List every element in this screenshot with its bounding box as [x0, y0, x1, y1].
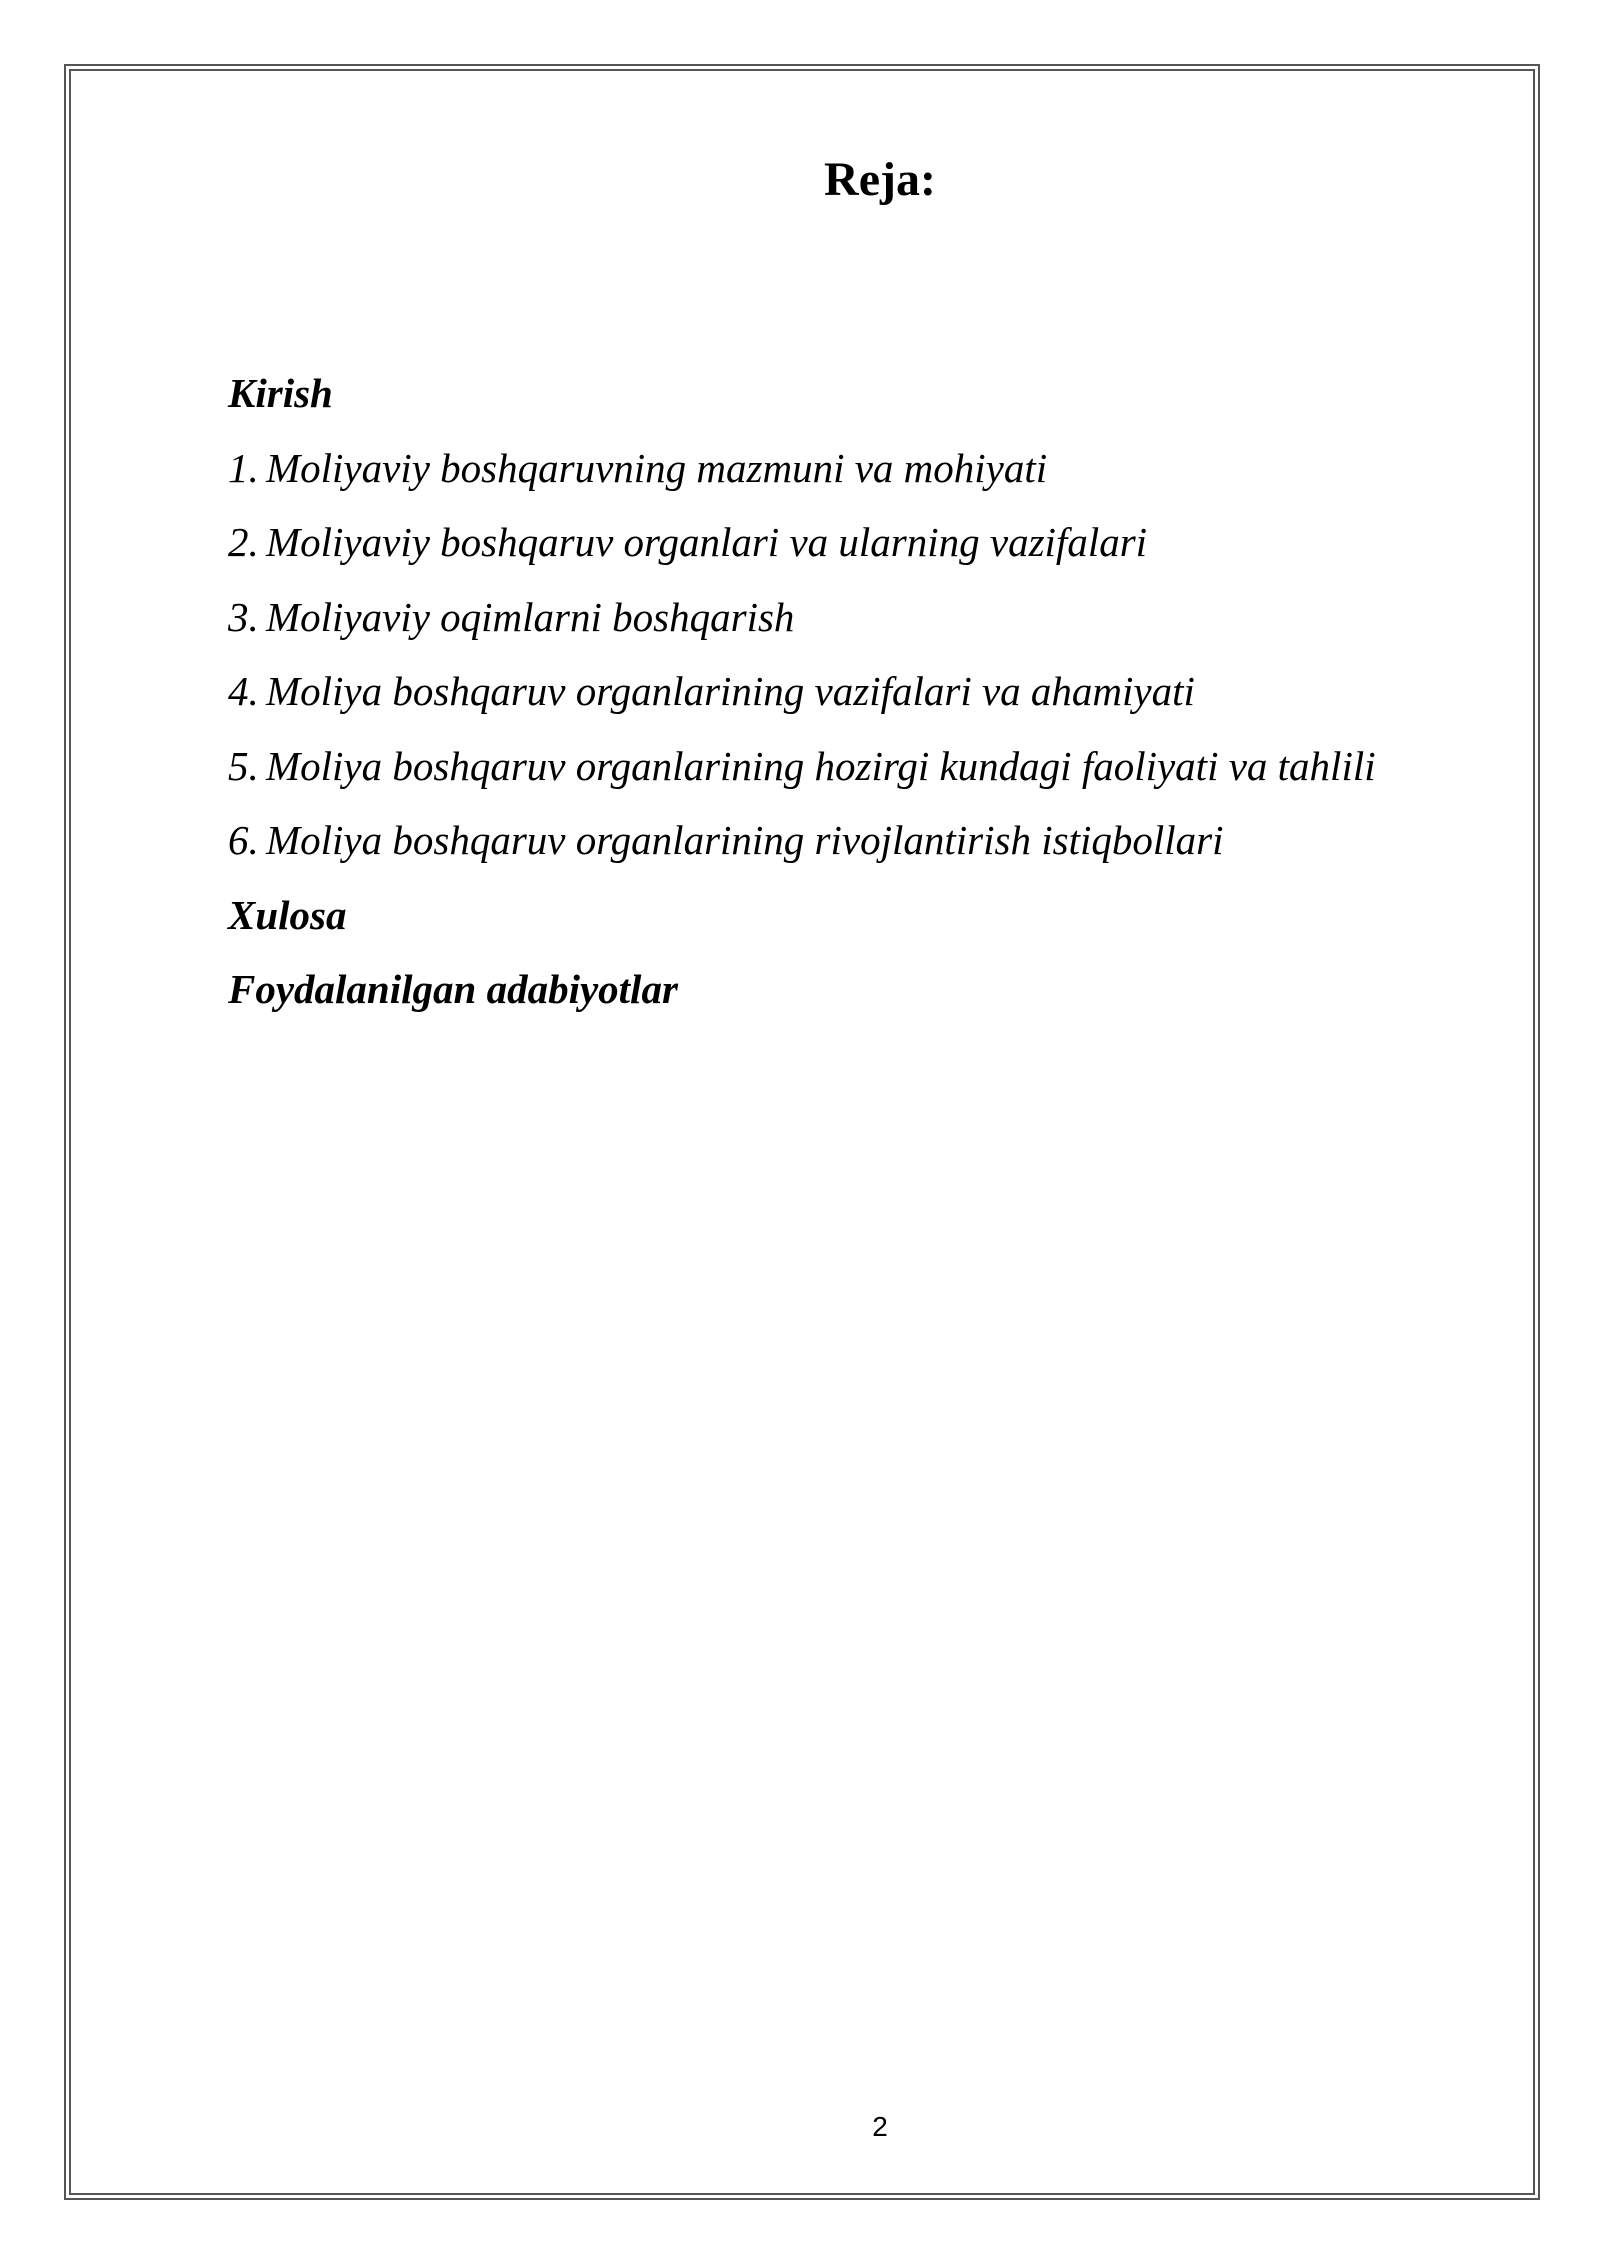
toc-item — [228, 735, 1488, 810]
toc-intro — [228, 362, 1488, 437]
table-of-contents — [228, 362, 1488, 1033]
toc-item — [228, 437, 1488, 512]
toc-item-text: Moliya boshqaruv organlarining vazifalari va ahamiyati — [266, 668, 1195, 714]
toc-references-label: Foydalanilgan adabiyotlar — [228, 966, 678, 1012]
toc-item-text: Moliyaviy boshqaruvning mazmuni va mohiyati — [266, 444, 1048, 491]
page-number: 2 — [872, 2111, 888, 2142]
toc-item-number: 5. — [228, 742, 259, 789]
toc-item — [228, 660, 1488, 735]
toc-item-text: Moliya boshqaruv organlarining hozirgi kundagi faoliyati va tahlili — [266, 742, 1376, 789]
toc-item-text: Moliya boshqaruv organlarining rivojlantirish istiqbollari — [266, 817, 1224, 863]
page-title: Reja: — [824, 153, 936, 206]
toc-item — [228, 511, 1488, 586]
toc-conclusion-label: Xulosa — [228, 891, 347, 938]
toc-item — [228, 809, 1488, 884]
toc-item — [228, 586, 1488, 661]
toc-item-number: 2. — [228, 519, 259, 565]
toc-item-text: Moliyaviy boshqaruv organlari va ularning vazifalari — [266, 519, 1148, 565]
toc-intro-label: Kirish — [228, 370, 333, 416]
toc-item-number: 1. — [228, 444, 259, 491]
toc-item-number: 4. — [228, 668, 259, 714]
toc-item-number: 6. — [228, 817, 259, 863]
toc-item-text: Moliyaviy oqimlarni boshqarish — [266, 593, 795, 640]
toc-item-number: 3. — [228, 593, 259, 640]
toc-conclusion — [228, 884, 1488, 959]
toc-references — [228, 958, 1488, 1033]
